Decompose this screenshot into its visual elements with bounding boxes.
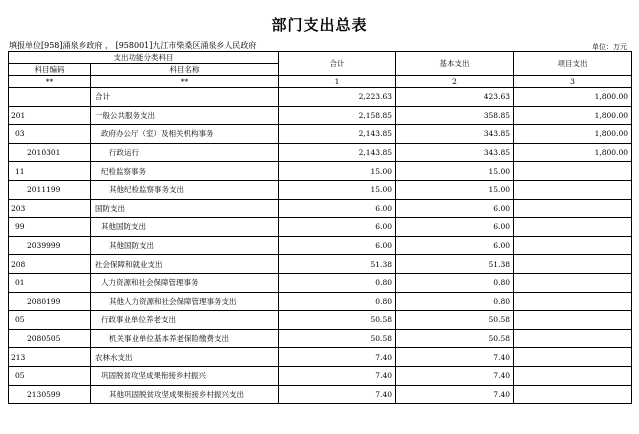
cell-name: 其他巩固脱贫攻坚成果衔接乡村振兴支出 — [91, 385, 279, 404]
header-name: 科目名称 — [91, 64, 279, 76]
cell-total: 7.40 — [279, 366, 396, 385]
cell-code: 203 — [9, 199, 91, 218]
table-row — [9, 218, 632, 237]
cell-project — [514, 162, 632, 181]
cell-project — [514, 311, 632, 330]
table-row — [9, 255, 632, 274]
header-index-2: 2 — [396, 76, 514, 88]
cell-basic: 6.00 — [396, 199, 514, 218]
cell-code: 03 — [9, 125, 91, 144]
cell-basic: 358.85 — [396, 106, 514, 125]
cell-project — [514, 292, 632, 311]
cell-total: 2,223.63 — [279, 88, 396, 107]
header-index-1: 1 — [279, 76, 396, 88]
cell-basic: 51.38 — [396, 255, 514, 274]
cell-project — [514, 348, 632, 367]
table-row — [9, 348, 632, 367]
cell-name: 合计 — [91, 88, 279, 107]
cell-total: 0.80 — [279, 273, 396, 292]
cell-project: 1,800.00 — [514, 88, 632, 107]
cell-basic: 50.58 — [396, 311, 514, 330]
cell-name: 一般公共服务支出 — [91, 106, 279, 125]
table-row — [9, 125, 632, 144]
cell-basic: 343.85 — [396, 125, 514, 144]
cell-name: 其他人力资源和社会保障管理事务支出 — [91, 292, 279, 311]
cell-code: 201 — [9, 106, 91, 125]
cell-total: 7.40 — [279, 348, 396, 367]
cell-name: 国防支出 — [91, 199, 279, 218]
cell-project: 1,800.00 — [514, 143, 632, 162]
cell-code: 2039999 — [9, 236, 91, 255]
cell-total: 50.58 — [279, 311, 396, 330]
cell-basic: 0.80 — [396, 292, 514, 311]
table-row — [9, 273, 632, 292]
cell-code: 05 — [9, 311, 91, 330]
cell-code: 05 — [9, 366, 91, 385]
table-row — [9, 311, 632, 330]
table-row — [9, 162, 632, 181]
cell-project — [514, 180, 632, 199]
cell-name: 其他国防支出 — [91, 236, 279, 255]
cell-total: 0.80 — [279, 292, 396, 311]
cell-basic: 15.00 — [396, 162, 514, 181]
cell-basic: 7.40 — [396, 348, 514, 367]
cell-basic: 7.40 — [396, 385, 514, 404]
cell-basic: 6.00 — [396, 218, 514, 237]
cell-basic: 7.40 — [396, 366, 514, 385]
cell-total: 2,143.85 — [279, 143, 396, 162]
reporting-unit: 填报单位[958]涌泉乡政府 ， [958001]九江市柴桑区涌泉乡人民政府 — [9, 41, 257, 50]
cell-basic: 423.63 — [396, 88, 514, 107]
cell-total: 51.38 — [279, 255, 396, 274]
cell-project: 1,800.00 — [514, 125, 632, 144]
cell-basic: 6.00 — [396, 236, 514, 255]
cell-code: 01 — [9, 273, 91, 292]
cell-name: 政府办公厅（室）及相关机构事务 — [91, 125, 279, 144]
cell-total: 15.00 — [279, 162, 396, 181]
header-total: 合计 — [279, 52, 396, 76]
cell-project — [514, 236, 632, 255]
cell-code: 208 — [9, 255, 91, 274]
table-row — [9, 180, 632, 199]
header-row-group — [9, 52, 632, 64]
cell-total: 2,143.85 — [279, 125, 396, 144]
table-row — [9, 329, 632, 348]
cell-total: 15.00 — [279, 180, 396, 199]
cell-name: 机关事业单位基本养老保险缴费支出 — [91, 329, 279, 348]
cell-total: 50.58 — [279, 329, 396, 348]
table-row — [9, 385, 632, 404]
table-row — [9, 88, 632, 107]
table-row — [9, 143, 632, 162]
cell-name: 社会保障和就业支出 — [91, 255, 279, 274]
cell-name: 其他纪检监察事务支出 — [91, 180, 279, 199]
header-basic: 基本支出 — [396, 52, 514, 76]
cell-basic: 0.80 — [396, 273, 514, 292]
table-row — [9, 199, 632, 218]
cell-project — [514, 218, 632, 237]
cell-code: 2080199 — [9, 292, 91, 311]
cell-name: 农林水支出 — [91, 348, 279, 367]
header-index-3: 3 — [514, 76, 632, 88]
cell-basic: 343.85 — [396, 143, 514, 162]
table-row — [9, 236, 632, 255]
cell-project — [514, 273, 632, 292]
cell-name: 巩固脱贫攻坚成果衔接乡村振兴 — [91, 366, 279, 385]
cell-code: 2080505 — [9, 329, 91, 348]
cell-project — [514, 199, 632, 218]
page-title: 部门支出总表 — [271, 16, 368, 34]
cell-name: 人力资源和社会保障管理事务 — [91, 273, 279, 292]
cell-code: 99 — [9, 218, 91, 237]
cell-name: 纪检监察事务 — [91, 162, 279, 181]
cell-code: 213 — [9, 348, 91, 367]
table-row — [9, 292, 632, 311]
cell-name: 其他国防支出 — [91, 218, 279, 237]
unit-of-measure: 单位：万元 — [592, 43, 627, 51]
cell-total: 6.00 — [279, 218, 396, 237]
cell-code: 2130599 — [9, 385, 91, 404]
cell-total: 7.40 — [279, 385, 396, 404]
cell-total: 2,158.85 — [279, 106, 396, 125]
header-stars-code: ** — [9, 76, 91, 88]
header-code: 科目编码 — [9, 64, 91, 76]
cell-total: 6.00 — [279, 199, 396, 218]
cell-project: 1,800.00 — [514, 106, 632, 125]
cell-code: 2011199 — [9, 180, 91, 199]
cell-project — [514, 366, 632, 385]
cell-code: 2010301 — [9, 143, 91, 162]
cell-basic: 15.00 — [396, 180, 514, 199]
cell-basic: 50.58 — [396, 329, 514, 348]
cell-project — [514, 385, 632, 404]
cell-name: 行政事业单位养老支出 — [91, 311, 279, 330]
header-project: 项目支出 — [514, 52, 632, 76]
header-stars-name: ** — [91, 76, 279, 88]
header-row-index — [9, 76, 632, 88]
cell-total: 6.00 — [279, 236, 396, 255]
table-row — [9, 106, 632, 125]
cell-code — [9, 88, 91, 107]
cell-project — [514, 329, 632, 348]
table-row — [9, 366, 632, 385]
expenditure-table — [8, 51, 632, 404]
cell-name: 行政运行 — [91, 143, 279, 162]
cell-code: 11 — [9, 162, 91, 181]
cell-project — [514, 255, 632, 274]
header-group: 支出功能分类科目 — [9, 52, 279, 64]
